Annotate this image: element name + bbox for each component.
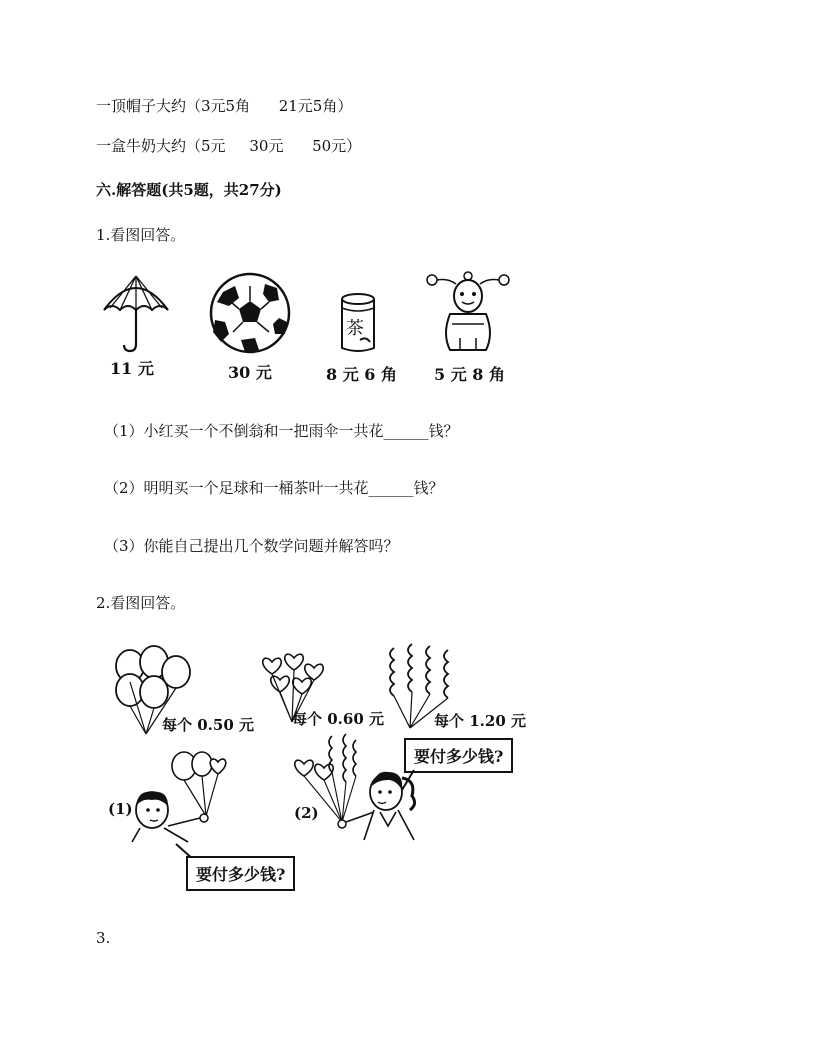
section-title: 六.解答题(共5题，共27分) (96, 181, 282, 199)
speech-bubble-1: 要付多少钱? (186, 856, 295, 891)
umbrella-price: 11 元 (110, 359, 154, 378)
umbrella-icon (100, 272, 172, 354)
q1-title: 1.看图回答。 (96, 226, 186, 244)
q2-title: 2.看图回答。 (96, 594, 186, 612)
choice-hat: 一顶帽子大约（3元5角 21元5角） (96, 97, 353, 115)
football-icon (209, 272, 291, 354)
long-balloon-price: 每个 1.20 元 (434, 712, 526, 730)
part1-label: (1) (108, 800, 133, 818)
q1-sub1: （1）小红买一个不倒翁和一把雨伞一共花______钱？ (104, 422, 459, 440)
tea-label: 茶 (346, 318, 364, 339)
speech-tail-2 (398, 768, 418, 792)
tumbler-doll-icon (424, 268, 512, 356)
q3-title: 3. (96, 929, 111, 947)
speech-bubble-2: 要付多少钱? (404, 738, 513, 773)
heart-balloon-price: 每个 0.60 元 (292, 710, 384, 728)
boy-with-balloons-icon (128, 750, 238, 842)
q1-sub3: （3）你能自己提出几个数学问题并解答吗？ (104, 537, 399, 555)
football-price: 30 元 (228, 363, 272, 382)
q1-sub2: （2）明明买一个足球和一桶茶叶一共花______钱？ (104, 479, 444, 497)
choice-milk: 一盒牛奶大约（5元 30元 50元） (96, 137, 362, 155)
doll-price: 5 元 8 角 (434, 365, 505, 384)
tea-price: 8 元 6 角 (326, 365, 397, 384)
part2-label: (2) (294, 804, 319, 822)
round-balloon-price: 每个 0.50 元 (162, 716, 254, 734)
